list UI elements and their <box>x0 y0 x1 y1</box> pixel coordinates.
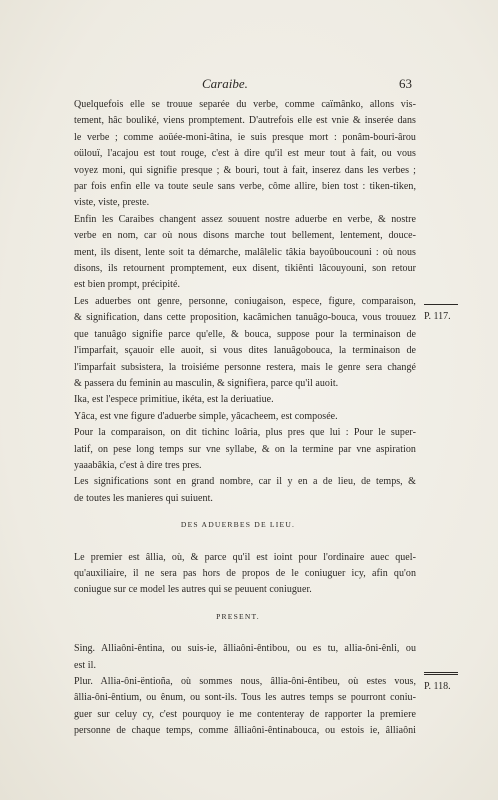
paragraph-espece <box>60 392 416 408</box>
text-line: Les significations sont en grand nombre, car il y en a de lieu, de temps, & <box>74 476 416 488</box>
text-line: est bien prompt, précipité. <box>74 279 181 291</box>
paragraph-comparaison <box>60 425 416 474</box>
text-line: coniugue sur ce model les autres qui se peuuent coniuguer. <box>74 584 312 596</box>
text-line: disons, ils retournent promptement, eux disent, tikiênti lâcouyouni, son retour <box>74 263 416 275</box>
margin-rule <box>424 304 458 305</box>
text-line: voyez moni, qui signifie presque ; & bouri, tout à fait, inserez dans les verbes ; <box>74 164 416 176</box>
text-line: & signification, dans cette proposition, kacâmichen tanuâgo-bouca, vous trouuez <box>74 312 416 324</box>
margin-rule <box>424 672 458 673</box>
margin-page-reference <box>424 672 460 692</box>
running-title: Caraibe. <box>202 76 248 91</box>
subheading-present: PRESENT. <box>216 611 260 621</box>
margin-page-label: P. 118. <box>424 681 451 692</box>
text-line: Quelquefois elle se trouue separée du verbe, comme caïmânko, allons vis- <box>74 99 416 110</box>
text-line: l'imparfait, sçauoir elle auoit, si vous dites lanuâgobouca, la terminaison de <box>74 345 416 357</box>
text-line: Ika, est l'espece primitiue, ikéta, est la deriuatiue. <box>74 394 274 406</box>
text-line: Le premier est âllia, où, & parce qu'il est ioint pour l'ordinaire auec quel- <box>74 551 416 563</box>
text-line: que tanuâgo signifie parce qu'elle, & bouca, suppose pour la terminaison de <box>74 328 416 340</box>
paragraph-singular <box>60 641 416 674</box>
text-line: latif, on pese long temps sur vne syllabe, & on la termine par vne aspiration <box>74 443 416 455</box>
text-line: guer sur celuy cy, c'est pourquoy ie me contenteray de rapporter la premiere <box>74 708 416 720</box>
text-line: verbe en nom, car où nous disons marche tout bellement, lentement, douce- <box>74 230 416 242</box>
text-line: qu'auxiliaire, il ne sera pas hors de propos de le coniuguer icy, afin qu'on <box>74 567 416 579</box>
text-line: Plur. Allia-ôni-ëntioña, où sommes nous, âllia-ôni-êntibeu, où estes vous, <box>74 676 416 687</box>
margin-page-reference <box>424 304 460 322</box>
text-line: Enfin les Caraibes changent assez souuent nostre aduerbe en verbe, & nostre <box>74 213 416 225</box>
text-line: l'imparfait subsistera, la troisiéme personne restera, mais le genre sera changé <box>74 361 416 373</box>
margin-page-label: P. 117. <box>424 311 451 322</box>
paragraph-significations <box>60 474 416 507</box>
paragraph-adverb-to-verb <box>60 212 416 294</box>
page-header <box>0 76 498 92</box>
paragraph-allia <box>60 550 416 599</box>
text-line: Sing. Alliaôni-êntina, ou suis-ie, âlliaôni-êntibou, ou es tu, allia-ôni-ênli, ou <box>74 643 416 655</box>
text-line: Les aduerbes ont genre, personne, coniugaison, espece, figure, comparaison, <box>74 295 416 307</box>
text-line: yaaabâkia, c'est à dire tres pres. <box>74 459 202 471</box>
text-line: ment, ils disent, lente soit ta démarche, malâlelic tâkia bayoûboucouni : où nous <box>74 246 416 258</box>
section-heading: DES ADUERBES DE LIEU. <box>180 520 296 530</box>
paragraph-adverb-genre <box>60 294 416 392</box>
paragraph-plural <box>60 674 416 740</box>
text-line: oülouï, l'acajou est tout rouge, c'est à dire qu'il est meur tout à fait, ou vous <box>74 148 416 160</box>
text-line: personne de chaque temps, comme âlliaôni-êntinabouca, ou estois ie, âlliaôni <box>74 725 416 737</box>
page-number: 63 <box>399 76 412 91</box>
text-line: & passera du feminin au masculin, & signifiera, parce qu'il auoit. <box>74 377 339 389</box>
page-body <box>60 97 416 740</box>
text-line: de toutes les manieres qui suiuent. <box>74 492 213 504</box>
text-line: par fois enfin elle va toute seule sans verbe, côme allire, bien tost : tiken-tiken, <box>74 181 416 193</box>
text-line: viste, viste, preste. <box>74 197 150 209</box>
text-line: Yâca, est vne figure d'aduerbe simple, yâcacheem, est composée. <box>74 410 338 422</box>
text-line: tement, hâc bouliké, viens promptement. D'autrefois elle est vnie & inserée dans <box>74 115 416 127</box>
text-line: âllia-ôni-êntium, ou ênum, ou sont-ils. Tous les autres temps se pourront coniu- <box>74 692 416 704</box>
margin-rule <box>424 674 458 675</box>
paragraph-figure <box>60 409 416 425</box>
text-line: le verbe ; comme aoüée-moni-âtina, ie suis presque mort : ponâm-bouri-ârou <box>74 131 416 143</box>
text-line: Pour la comparaison, on dit tichinc loâria, plus pres que lui : Pour le super- <box>74 427 416 439</box>
text-line: est il. <box>74 659 97 671</box>
paragraph-adverb-position <box>60 97 416 212</box>
